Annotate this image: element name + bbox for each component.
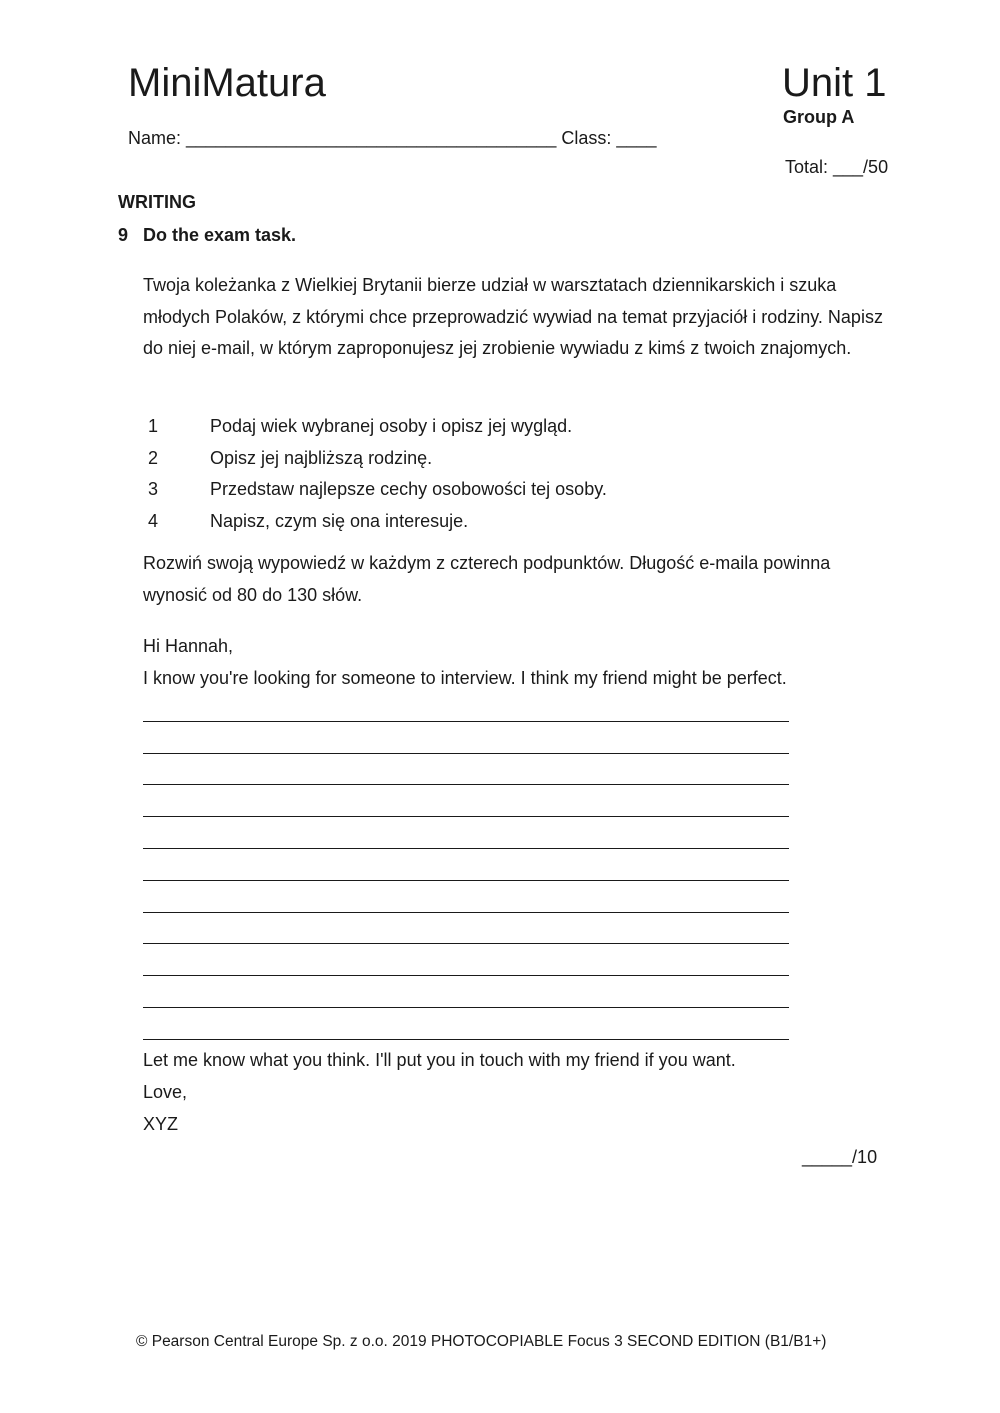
point-number: 1 [148,416,159,436]
writing-line[interactable] [143,849,789,881]
name-class-field: Name: _____________________________________ Class: ____ [128,128,657,148]
list-item [148,443,607,475]
task-score: _____/10 [802,1147,878,1167]
point-text: Podaj wiek wybranej osoby i opisz jej wygląd. [210,416,573,436]
writing-line[interactable] [143,785,789,817]
letter-greeting: Hi Hannah, [143,636,234,656]
task-points-list [148,411,607,537]
point-text: Przedstaw najlepsze cechy osobowości tej osoby. [210,479,607,500]
task-number: 9 [118,225,129,245]
writing-line[interactable] [143,944,789,976]
point-number: 2 [148,447,159,468]
section-heading: WRITING [118,192,196,212]
total-score: Total: ___/50 [785,157,889,177]
letter-opening: I know you're looking for someone to interview. I think my friend might be perfect. [143,668,787,688]
letter-signature: XYZ [143,1114,179,1134]
letter-sign-off: Love, [143,1082,188,1102]
writing-line[interactable] [143,1008,789,1040]
writing-area[interactable] [143,690,789,1040]
writing-line[interactable] [143,690,789,722]
task-heading [118,225,296,246]
letter-closing: Let me know what you think. I'll put you in touch with my friend if you want. [143,1050,736,1070]
writing-line[interactable] [143,817,789,849]
list-item [148,411,607,443]
point-number: 3 [148,479,159,500]
point-number: 4 [148,510,159,531]
writing-line[interactable] [143,881,789,913]
footer-copyright: © Pearson Central Europe Sp. z o.o. 2019 PHOTOCOPIABLE Focus 3 SECOND EDITION (B1/B1+) [136,1333,827,1350]
writing-line[interactable] [143,976,789,1008]
point-text: Napisz, czym się ona interesuje. [210,510,469,531]
writing-line[interactable] [143,913,789,945]
point-text: Opisz jej najbliższą rodzinę. [210,447,433,468]
unit-label: Unit 1 [782,61,887,105]
list-item [148,506,607,538]
prompt-instructions: Rozwiń swoją wypowiedź w każdym z czterech podpunktów. Długość e-maila powinna wynosić od 80 do 130 słów. [143,553,831,605]
task-instruction: Do the exam task. [143,225,297,245]
page-title: MiniMatura [128,61,326,105]
prompt-intro: Twoja koleżanka z Wielkiej Brytanii bierze udział w warsztatach dziennikarskich i szuka młodych Polaków, z którymi chce przeprowadzić wywiad na temat przyjaciół i rodziny. Napisz do niej e-mail, w którym zaproponujesz jej zrobienie wywiadu z kimś z twoich znajomych. [143,275,883,358]
group-label: Group A [783,107,855,127]
writing-line[interactable] [143,722,789,754]
writing-line[interactable] [143,754,789,786]
list-item [148,474,607,506]
